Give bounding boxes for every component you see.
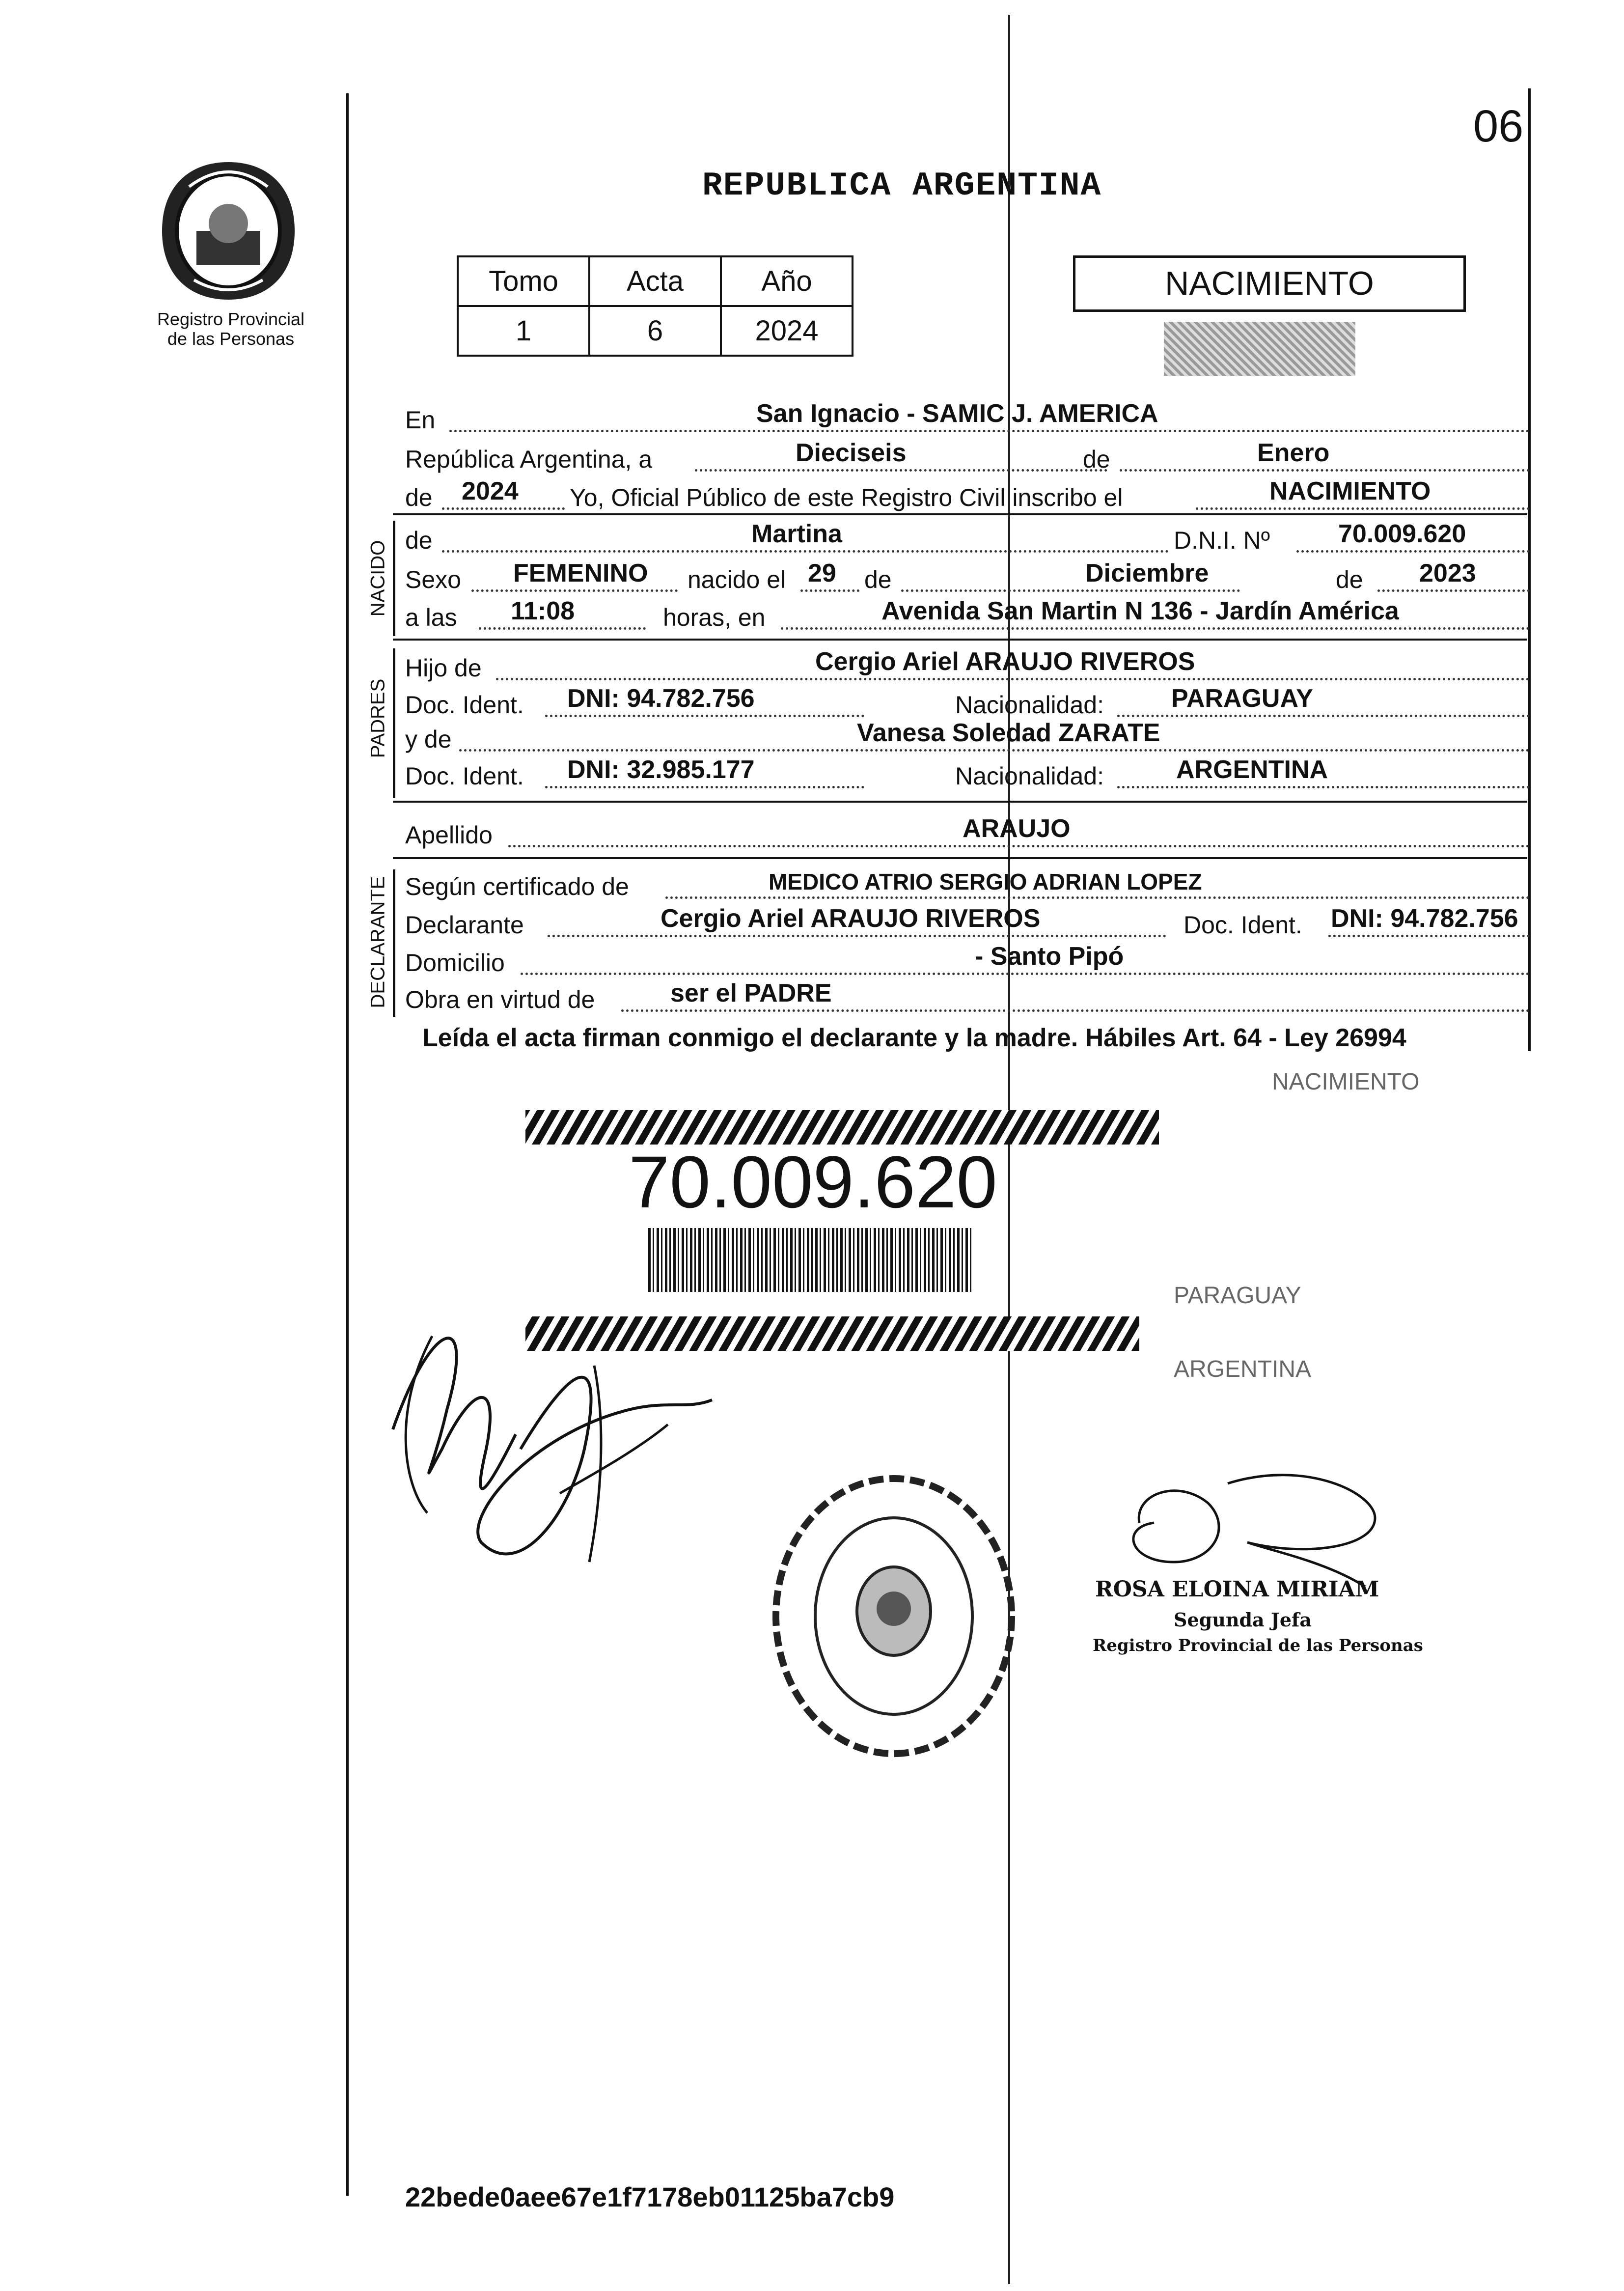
value-padre-nac: PARAGUAY [1171,684,1313,713]
section-nacido: NACIDO [367,540,389,617]
barcode [648,1228,972,1292]
value-lugar-nac: Avenida San Martin N 136 - Jardín América [881,597,1399,625]
closing-text: Leída el acta firman conmigo el declarante y la madre. Hábiles Art. 64 - Ley 26994 [422,1024,1406,1052]
header-anio: Año [721,256,853,306]
value-nac-anio: 2023 [1419,559,1476,587]
row-nombre [405,518,1530,558]
row-padre [405,646,1530,685]
registry-name [138,309,324,349]
row-obra [405,978,1530,1017]
document-hash: 22bede0aee67e1f7178eb01125ba7cb9 [405,2181,895,2212]
value-apellido: ARAUJO [963,814,1071,843]
value-acta: 6 [589,306,721,356]
label-republica: República Argentina, a [405,446,653,473]
row-domicilio [405,941,1530,980]
label-y-de: y de [405,726,452,753]
security-stamp [1164,322,1355,376]
value-madre-doc: DNI: 32.985.177 [567,755,755,784]
row-padre-doc [405,683,1530,722]
signature-declarante [373,1287,727,1592]
label-apellido: Apellido [405,821,493,849]
record-type-box: NACIMIENTO [1073,255,1466,312]
label-en: En [405,406,436,434]
row-fecha [405,437,1530,476]
header-acta: Acta [589,256,721,306]
value-padre: Cergio Ariel ARAUJO RIVEROS [815,647,1195,676]
label-de-anio: de [405,484,433,511]
row-declarante [405,903,1530,942]
label-de-nac-anio: de [1336,566,1363,593]
value-nac-mes: Diciembre [1085,559,1209,587]
registry-name-line2: de las Personas [167,329,295,349]
value-hora: 11:08 [511,597,575,625]
document-title: REPUBLICA ARGENTINA [702,167,1102,205]
value-declarante-doc: DNI: 94.782.756 [1331,904,1518,933]
value-dia: Dieciseis [796,439,907,467]
label-sexo: Sexo [405,566,461,593]
section-padres: PADRES [367,678,389,758]
label-yo-oficial: Yo, Oficial Público de este Registro Civil inscribo el [570,484,1123,511]
province-seal-icon [155,157,302,305]
value-inscribe: NACIMIENTO [1269,477,1431,505]
signatory-office: Registro Provincial de las Personas [1093,1636,1423,1655]
row-inscribe [405,475,1530,515]
value-dni: 70.009.620 [1338,520,1466,548]
label-dni: D.N.I. Nº [1174,527,1270,554]
value-tomo: 1 [458,306,589,356]
page-number: 06 [1473,101,1524,151]
value-madre: Vanesa Soledad ZARATE [857,719,1160,747]
ghost-argentina: ARGENTINA [1174,1356,1312,1382]
value-certificado: MEDICO ATRIO SERGIO ADRIAN LOPEZ [769,869,1202,894]
row-sexo [405,558,1530,597]
left-margin-line [346,93,349,2196]
label-de-mes: de [1083,446,1110,473]
label-domicilio: Domicilio [405,949,505,977]
section-declarante: DECLARANTE [367,876,389,1008]
signatory-role: Segunda Jefa [1174,1609,1312,1631]
value-nac-dia: 29 [808,559,836,587]
ghost-nacimiento: NACIMIENTO [1272,1069,1420,1095]
label-nacido-el: nacido el [688,566,786,593]
stamp-dni: 70.009.620 [629,1141,997,1223]
label-doc-ident-padre: Doc. Ident. [405,691,524,719]
label-doc-ident-declarante: Doc. Ident. [1184,911,1302,939]
registry-name-line1: Registro Provincial [157,309,305,329]
value-anio: 2024 [721,306,853,356]
ghost-paraguay: PARAGUAY [1174,1283,1301,1309]
label-hijo-de: Hijo de [405,654,482,682]
value-sexo: FEMENINO [513,559,648,587]
value-madre-nac: ARGENTINA [1176,755,1328,784]
value-domicilio: - Santo Pipó [975,942,1124,971]
label-de-nac-mes: de [864,566,892,593]
row-hora [405,595,1530,635]
fold-line [1008,15,1010,2284]
row-lugar [405,398,1530,437]
official-seal [761,1464,1026,1768]
acta-table [457,255,853,357]
signatory-name: ROSA ELOINA MIRIAM [1095,1577,1379,1602]
row-apellido [405,813,1530,852]
value-lugar: San Ignacio - SAMIC J. AMERICA [756,399,1158,428]
value-padre-doc: DNI: 94.782.756 [567,684,755,713]
label-doc-ident-madre: Doc. Ident. [405,762,524,790]
label-obra-en-virtud: Obra en virtud de [405,986,595,1013]
label-a-las: a las [405,604,457,631]
value-declarante: Cergio Ariel ARAUJO RIVEROS [661,904,1041,933]
row-madre [405,717,1530,756]
value-mes: Enero [1257,439,1330,467]
value-nombre: Martina [751,520,842,548]
label-segun-certificado: Según certificado de [405,873,629,900]
label-nacionalidad-padre: Nacionalidad: [955,691,1104,719]
value-obra: ser el PADRE [670,979,832,1007]
header-tomo: Tomo [458,256,589,306]
value-anio-inscripcion: 2024 [462,477,519,505]
row-certificado [405,865,1530,904]
label-de-nombre: de [405,527,433,554]
label-nacionalidad-madre: Nacionalidad: [955,762,1104,790]
label-declarante: Declarante [405,911,524,939]
label-horas-en: horas, en [663,604,766,631]
row-madre-doc [405,754,1530,793]
